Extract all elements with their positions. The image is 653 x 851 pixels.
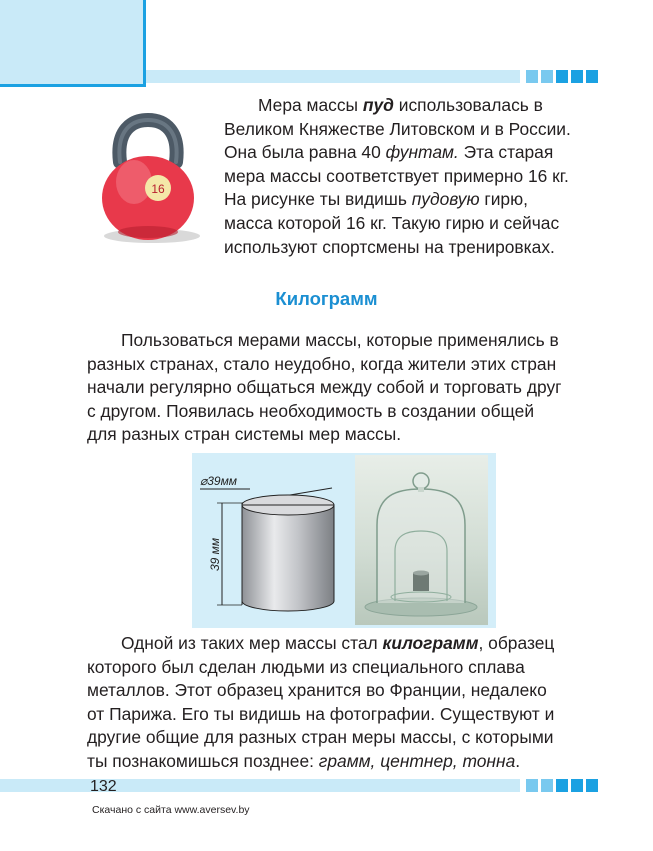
bottom-rule-left (0, 779, 87, 792)
term-kilogram: килограмм (382, 633, 479, 653)
cylinder-diagram (192, 453, 357, 628)
term-pud: пуд (362, 95, 394, 115)
kettlebell-image (92, 112, 204, 244)
corner-decoration (0, 0, 146, 87)
paragraph-kilogram: Одной из таких мер массы стал килограмм, образец которого был сделан людьми из специального сплава металлов. Этот образец хранится во Франции, недалеко от Парижа. Его ты видишь на фотографии. Существуют и другие общие для разных стран меры массы, с которыми ты познакомишься позднее: грамм, центнер, тонна. (87, 633, 555, 771)
bell-jar-illustration (355, 455, 488, 625)
diameter-label: ⌀39мм (200, 474, 238, 488)
source-link[interactable]: Скачано с сайта www.aversev.by (92, 804, 250, 816)
paragraph-mass-systems: Пользоваться мерами массы, которые применялись в разных странах, стало неудобно, когда жители этих стран начали регулярно общаться между собой и торговать друг с другом. Появилась необходимость в создании общей для разных стран системы мер массы. (87, 330, 562, 445)
top-rule (146, 70, 520, 83)
section-heading: Килограмм (275, 288, 378, 309)
paragraph-pud: Мера массы пуд использовалась в Великом Княжестве Литовском и в России. Она была равна 40 фунтам. Эта старая мера массы соответствует примерно 16 кг. На рисунке ты видишь пудовую гирю, масса которой 16 кг. Такую гирю и сейчас используют спортсмены на тренировках. (224, 95, 571, 257)
term-pudovuyu: пудовую (411, 189, 480, 210)
bottom-rule (87, 779, 520, 792)
bottom-squares-decoration (526, 779, 598, 792)
page-number: 132 (90, 778, 117, 795)
height-label: 39 мм (208, 537, 222, 571)
term-funt: фунтам. (385, 142, 459, 163)
top-squares-decoration (526, 70, 598, 83)
term-units: грамм, центнер, тонна (318, 750, 516, 771)
kettlebell-label: 16 (151, 182, 165, 196)
